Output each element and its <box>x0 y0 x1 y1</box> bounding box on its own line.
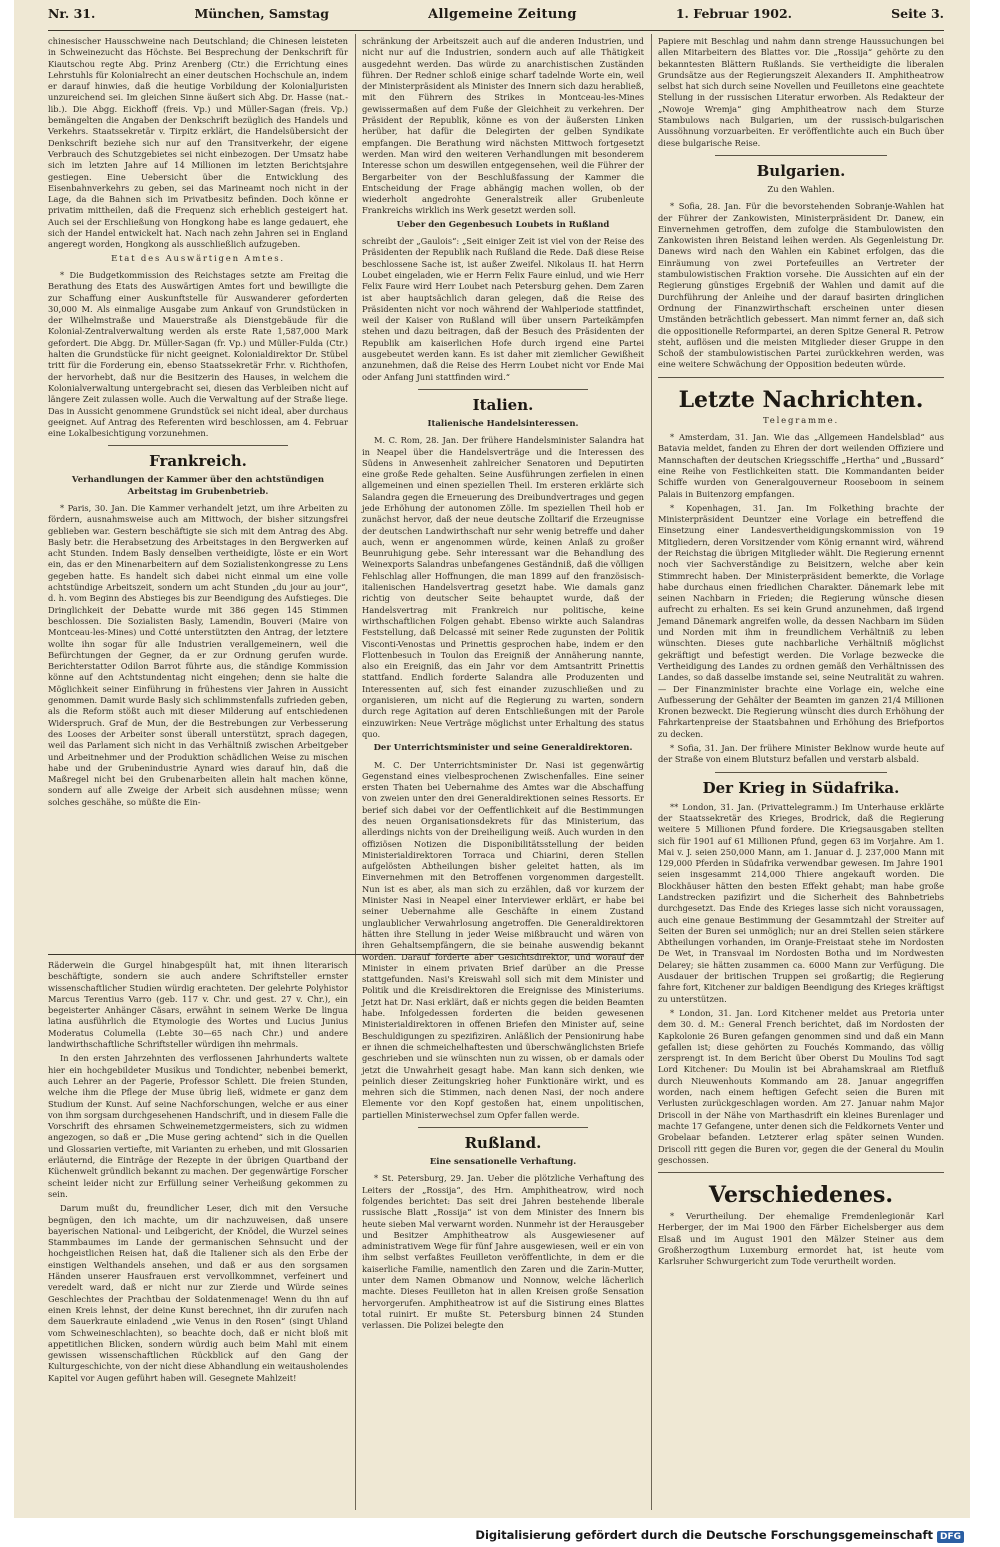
divider <box>418 389 587 390</box>
section-subheading: Zu den Wahlen. <box>767 184 835 195</box>
article-text: * Amsterdam, 31. Jan. Wie das „Allgemeen Handelsblad“ aus Batavia meldet, fanden zu Ehren der dort weilenden Offiziere und Mannschaften der deutschen Kriegsschiffe „Hertha“ und „Bussard“ eine Reihe von Festlichkeiten statt. Die Kommandanten beider Schiffe wurden von Generalgouverneur Rooseboom in seinem Palais in Buitenzorg empfangen. <box>658 432 944 499</box>
section-heading: Italien. <box>472 395 534 414</box>
feuilleton-text: Darum mußt du, freundlicher Leser, dich mit den Versuche begnügen, den ich machte, um dir nachzuweisen, daß unsere bayerischen National- und Leibgericht, der Knödel, die Wurzel seines Stammbaumes im Lande der germanischen Sehnsucht und der hochgeistlichen Reisen hat, daß die Italiener sich als den Erbe der einstigen Welthandels ansehen, und daß er aus den sorgsamen Händen unserer Hausfrauen erst vervollkommnet, verfeinert und veredelt ward, daß er nicht nur zur Zierde und Würde seines Geschlechtes der Prachtbau der Soldatenmenage! Wenn du ihn auf einen Kreis lehnst, der deine Kunst berechnet, ihn dir zurufen nach dem Sauerkraute einladend „wie Venus in den Rosen“ (singt Uhland vom Schweineschlachten), so beachte doch, daß er nicht bloß mit appetitlichen Blicken, sondern würdig auch beim Mahl mit einem gewissen wissenschaftlichen Rückblick auf den Gang der Kulturgeschichte, von der nicht diese Abhandlung ein weitausholendes Kapitel vor Augen geführt haben will. Gesegnete Mahlzeit! <box>48 1203 348 1383</box>
article-headline: Italienische Handelsinteressen. <box>427 418 579 429</box>
masthead-rule <box>48 30 944 31</box>
masthead <box>48 8 944 24</box>
section-heading: Bulgarien. <box>756 161 846 180</box>
article-text: schreibt der „Gaulois“: „Seit einiger Zeit ist viel von der Reise des Präsidenten der Republik nach Rußland die Rede. Daß diese Reise beschlossene Sache ist, ist außer Zweifel. Nikolaus II. hat Herrn Loubet eingeladen, wie er Herrn Felix Faure einlud, und wie Herr Felix Faure wird Herr Loubet nach Petersburg gehen. Dem Zaren ist aber hauptsächlich daran gelegen, daß die Reise des Präsidenten nicht vor noch während der Wahlperiode stattfindet, weil der Kaiser von Rußland will über unsern Parteikämpfen stehen und dazu beitragen, daß der Besuch des Präsidenten der Republik am kaiserlichen Hofe durch irgend eine Partei ausgebeutet werden kann. Es ist daher mit ziemlicher Gewißheit anzunehmen, daß die Reise des Herrn Loubet nicht vor Ende Mai oder Anfang Juni stattfinden wird.“ <box>362 236 644 382</box>
section-heading-large: Verschiedenes. <box>708 1182 894 1209</box>
article-text: M. C. Rom, 28. Jan. Der frühere Handelsminister Salandra hat in Neapel über die Handelsverträge und die Interessen des Südens in Anwesenheit zahlreicher Senatoren und Deputirten eine große Rede gehalten. Seine Ausführungen zerfielen in einen allgemeinen und einen speziellen Theil. Im ersteren erklärte sich Salandra gegen die Erneuerung des Dreibundvertrages und gegen jede Erhöhung der autonomen Zölle. Im speziellen Theil hob er zunächst hervor, daß der neue deutsche Zolltarif die Erzeugnisse der deutschen Landwirthschaft nur sehr wenig betreffe und daher auch, wenn er angenommen würde, keinen Anlaß zu großer Beunruhigung gebe. Sehr interessant war die Behandlung des Weinexports Salandras unbefangenes Geständniß, daß die völligen Fehlschlag aller Hoffnungen, die man 1899 auf den französisch-italienischen Handelsvertrag gesetzt habe. Wie damals ganz richtig von deutscher Seite behauptet wurde, daß der Handelsvertrag mit Frankreich nur politische, keine wirthschaftlichen Folgen gehabt. Ebenso wirkte auch Salandras Feststellung, daß Delcassé mit seiner Rede zugunsten der Politik Visconti-Venostas und Prinettis gesprochen habe, indem er den Flottenbesuch in Toulon das Ereigniß der Annäherung nannte, also ein Ereigniß, das ein Jahr vor dem Amtsantritt Prinettis stattfand. Endlich forderte Salandra alle Produzenten und Interessenten auf, sich fest einander zuzuschließen und zu organisieren, um nicht auf die Regierung zu warten, sondern durch rege Agitation auf deren Entschließungen mit der Parole einzuwirken: Neue Verträge möglichst unter Erhaltung des status quo. <box>362 435 644 739</box>
article-text: * Sofia, 31. Jan. Der frühere Minister Beklnow wurde heute auf der Straße von einem Blutsturz befallen und verstarb alsbald. <box>658 743 944 765</box>
column-1 <box>48 36 348 950</box>
divider <box>715 772 887 773</box>
article-text: * Verurtheilung. Der ehemalige Fremdenlegionär Karl Herberger, der im Mai 1900 den Färber Eichelsberger aus dem Elsaß und im August 1901 den Mälzer Steiner aus dem Großherzogthum Luxemburg ermordet hat, ist heute vom Karlsruher Schwurgericht zum Tode verurtheilt worden. <box>658 1211 944 1267</box>
divider <box>108 445 288 446</box>
article-text: M. C. Der Unterrichtsminister Dr. Nasi ist gegenwärtig Gegenstand eines vielbesprochenen Zwischenfalles. Eine seiner ersten Thaten bei Uebernahme des Amtes war die Abschaffung von zweien unter den drei Generaldirektionen seines Ressorts. Er berief sich dabei vor der Oeffentlichkeit auf die Bestimmungen des neuen Organisationsdekrets für das Ministerium, das allerdings nichts von der Dreiheiligung weiß. Auch wurden in den offiziösen Notizen die Disponibilitätsstellung der beiden Ministerialdirektoren Torraca und Chiarini, deren Stellen aufgelösten Abtheilungen bisher geleitet hatten, als im Einvernehmen mit den Betroffenen vorgenommen dargestellt. Nun ist es aber, als man sich zu erzählen, daß vor kurzem der Minister Nasi in Neapel einer Interviewer erklärt, er habe bei seiner Uebernahme alle Geschäfte in einem Zustand unglaublicher Verwahrlosung angetroffen. Die Generaldirektoren hätten ihre Stellung in jeder Weise mißbraucht und wären von ihren Gehaltsempfängern, die sie beinahe auswendig bekannt worden. Darauf forderte aber Gesichtsdirektor, und worauf der Minister in einem privaten Brief darüber an die Presse stattgefunden. Nasi's Kreiswahl soll sich mit dem Minister und Politik und die Kreisdirektoren die Ereignisse des Ministeriums. Jetzt hat Dr. Nasi erklärt, daß er nichts gegen die beiden Beamten habe. Infolgedessen forderten die beiden gewesenen Ministerialdirektoren in offenen Briefen den Minister auf, seine Beschuldigungen zu spezifiziren. Anläßlich der Pensionirung habe er ihnen die schmeichelhaftesten und überschwänglichsten Briefe geschrieben und sie wünschten nun zu wissen, ob er damals oder jetzt die Unwahrheit gesagt habe. Man kann sich denken, wie peinlich dieser Zeitungskrieg hoher Funktionäre wirkt, und es mehren sich die Stimmen, nach denen Nasi, der noch andere Elemente vor den Kopf gestoßen hat, einem unpolitischen, partiellen Ministerwechsel zum Opfer fallen werde. <box>362 759 644 1120</box>
footer-credit-text: Digitalisierung gefördert durch die Deutsche Forschungsgemeinschaft <box>475 1528 933 1542</box>
article-text: * London, 31. Jan. Lord Kitchener meldet aus Pretoria unter dem 30. d. M.: General French berichtet, daß im Nordosten der Kapkolonie 26 Buren gefangen genommen sind und daß ein Mann gefallen ist; diese gehörten zu Fouchés Kommando, das völlig zersprengt ist. In dem Bericht über Oberst Du Moulins Tod sagt Lord Kitchener: Du Moulin ist bei Abrahamskraal am Rietfluß durch Nieuwenhouts Kommando am 28. Januar angegriffen worden, nach einem heftigen Gefecht seien die Buren mit Verlusten zurückgeschlagen worden. Am 27. Januar nahm Major Driscoll in der Nähe von Marthasdrift ein kleines Burenlager und machte 17 Gefangene, unter denen sich die Feldkornets Venter und Grobelaar befanden. Letzterer erlag später seinen Wunden. Driscoll ritt gegen die Buren vor, gegen die der General du Moulin geschossen. <box>658 1007 944 1165</box>
column-rule <box>651 34 652 1510</box>
column-rule <box>355 34 356 1510</box>
feuilleton-column-1 <box>48 960 348 1510</box>
divider <box>715 155 887 156</box>
feuilleton-text: Räderwein die Gurgel hinabgespült hat, mit ihnen literarisch beschäftigte, sondern sie auch andere Schriftsteller ernster wissenschaftlicher Studien würdig erachteten. Der gelehrte Polyhistor Marcus Terentius Varro (geb. 117 v. Chr. und gest. 27 v. Chr.), ein begeisterter Anhänger Cäsars, erwähnt in seinem Werke De lingua latina ausführlich die Etymologie des Wortes und Lucius Junius Moderatus Columella (Lebte 30—65 nach Chr.) und andere landwirthschaftliche Schriftsteller würdigen ihn mehrmals. <box>48 960 348 1050</box>
article-text: * Die Budgetkommission des Reichstages setzte am Freitag die Berathung des Etats des Auswärtigen Amtes fort und bewilligte die zur Schaffung einer Auskunftstelle für Auswanderer geforderten 30,000 M. Als einmalige Ausgabe zum Ankauf von Grundstücken in der Wilhelmstraße und Mauerstraße als Dienstgebäude für die Kolonial-Zentralverwaltung werden als erste Rate 1,587,000 Mark gefordert. Die Abgg. Dr. Müller-Sagan (fr. Vp.) und Müller-Fulda (Ctr.) halten die Grundstücke für nicht geeignet. Kolonialdirektor Dr. Stübel tritt für die Forderung ein, ebenso Staatssekretär Frhr. v. Richthofen, der hervorhebt, daß nur die Besitzerin des Hauses, in welchem die Kolonialverwaltung untergebracht sei, diesen das Verbleiben nicht auf längere Zeit zulassen wolle. Auch die Verwaltung auf der Straße liege. Das in Aussicht genommene Grundstück sei nicht ideal, aber durchaus geeignet. Auf Antrag des Referenten wird beschlossen, am 4. Februar eine Lokalbesichtigung vorzunehmen. <box>48 269 348 439</box>
place-day: München, Samstag <box>194 6 329 21</box>
article-text: ** London, 31. Jan. (Privattelegramm.) Im Unterhause erklärte der Staatssekretär des Krieges, Brodrick, daß die Regierung weitere 5 Millionen Pfund fordere. Die Kriegsausgaben stellten sich für 1901 auf 61 Millionen Pfund, gegen 63 im Vorjahre. Am 1. Mai v. J. seien 250,000 Mann, am 1. Januar d. J. 237,000 Mann mit 129,000 Pferden in Südafrika verwendbar gewesen. Im Jahre 1901 seien insgesammt 214,000 Thiere angekauft worden. Die Blockhäuser hätten den besten Effekt gehabt; man habe große Landstrecken pazifizirt und die Sicherheit des Bahnbetriebs durchgesetzt. Das Ende des Krieges lasse sich nicht voraussagen, auch eine genaue Bestimmung der Gesammtzahl der Streiter auf Seiten der Buren sei unmöglich; nur an drei Stellen seien stärkere Abtheilungen vorhanden, im Oranje-Freistaat stehe im Nordosten De Wet, in Transvaal im Nordosten Botha und im Nordwesten Delarey; sie hätten zusammen ca. 6000 Mann zur Verfügung. Die Ausdauer der britischen Truppen sei großartig; die Regierung fahre fort, Kitchener zur baldigen Beendigung des Krieges kräftigst zu unterstützen. <box>658 801 944 1004</box>
feuilleton-text: In den ersten Jahrzehnten des verflossenen Jahrhunderts waltete hier ein hochgebildeter Musikus und Tondichter, nebenbei bemerkt, auch Lehrer an der Pagerie, Professor Schlett. Die freien Stunden, welche ihm die Pflege der Muse übrig ließ, widmete er ganz dem Studium der Kunst. Auf seine Nachforschungen, welche er aus einer von ihm sorgsam durchgesehenen Handschrift, und in diesem Falle die Vorschrift des ehrsamen Schweinemetzgermeisters, sich zu widmen angezogen, so daß er „Die Muse gering achtend“ sich in die Quellen und Glossarien vertiefte, mit Varianten zu erheben, und mit Glossarien erläuternd, die Einträge der Rezepte in der übrigen Quartband der Küchenwelt gründlich bekannt zu machen. Der gegenwärtige Forscher scheint leider nicht zur Erfüllung seiner Verheißung gekommen zu sein. <box>48 1053 348 1199</box>
paper-name: Allgemeine Zeitung <box>428 7 577 22</box>
section-heading: Der Krieg in Südafrika. <box>702 778 900 797</box>
column-3 <box>658 36 944 1510</box>
article-text: * Sofia, 28. Jan. Für die bevorstehenden Sobranje-Wahlen hat der Führer der Zankowisten, Ministerpräsident Dr. Danew, ein Einvernehmen getroffen, dem zufolge die Stambulowisten den Zankowisten ihren Beistand leihen werden. Als Gegenleistung Dr. Danews wird nach den Wahlen ein Kabinet erfolgen, das die Einräumung von zwei Portefeuilles an Vertreter der stambulowistischen Fraktion vorsehe. Die Aussichten auf ein der Regierung günstiges Ergebniß der Wahlen und damit auf die Durchführung der Anleihe und der darauf basirten dringlichen Ordnung der Finanzwirthschaft erscheinen unter diesen Umständen beträchtlich gebessert. Man nimmt ferner an, daß sich die oppositionelle Reformpartei, an deren Spitze General R. Petrow steht, auflösen und die meisten Mitglieder dieser Gruppe in den Schoß der stambulowistischen Partei zurückkehren werden, was eine weitere Schwächung der Opposition bedeuten würde. <box>658 201 944 370</box>
divider <box>418 1127 587 1128</box>
newspaper-page <box>14 0 970 1518</box>
article-text: chinesischer Hausschweine nach Deutschland; die Chinesen leisteten in Schweinezucht das Höchste. Bei Besprechung der Denkschrift für Kiautschou regte Abg. Prinz Arenberg (Ctr.) die Errichtung eines Lehrstuhls für Kolonialrecht an einer deutschen Hochschule an, indem er darauf hinwies, daß die heutige Vorbildung der Kolonialjuristen unzureichend sei. Im gleichen Sinne äußert sich Abg. Dr. Hasse (nat.-lib.). Die Abgg. Eickhoff (freis. Vp.) und Müller-Sagan (freis. Vp.) bemängelten die Angaben der Denkschrift bezüglich des Handels und Verkehrs. Staatssekretär v. Tirpitz erklärt, die Handelsübersicht der Denkschrift beziehe sich nur auf den Transitverkehr, der eigene Verbrauch des Schutzgebietes sei nicht einbezogen. Der Umsatz habe sich im letzten Jahre auf 14 Millionen im letzten Berichtsjahre gestiegen. Eine Uebersicht über die Entwicklung des Eisenbahnverkehrs zu geben, sei das Marineamt noch nicht in der Lage, da die Bahnen sich im Privatbesitz befinden. Doch könne er privatim mittheilen, daß die Frequenz sich erheblich gesteigert hat. Auch sei der Erschließung von Hongkong habe es lange gedauert, ehe sich der Handel entwickelt hat. Nach nach zehn Jahren sei in England angeregt worden, Hongkong als ausschließlich aufzugeben. <box>48 36 348 250</box>
page-number: Seite 3. <box>891 6 944 21</box>
article-headline: Der Unterrichtsminister und seine Generaldirektoren. <box>373 743 633 754</box>
divider <box>658 377 944 378</box>
article-headline: Ueber den Gegenbesuch Loubets in Rußland <box>396 219 610 230</box>
article-text: * Kopenhagen, 31. Jan. Im Folkething brachte der Ministerpräsident Deuntzer eine Vorlage ein betreffend die Einsetzung einer Landesvertheidigungskommission von 19 Mitgliedern, deren Vorsitzender vom König ernannt wird, während der Reichstag die übrigen Mitglieder wählt. Die Regierung ernennt noch vier Sachverständige zu Beisitzern, welche aber kein Stimmrecht haben. Der Ministerpräsident bemerkte, die Vorlage habe durchaus einen friedlichen Charakter. Dänemark lebe mit seinen Nachbarn in Frieden; die Regierung wünsche diesen aufrecht zu erhalten. Es sei kein Grund anzunehmen, daß irgend Jemand Dänemark angreifen wolle, da dessen Nachbarn im Süden und Norden mit ihm in freundlichem Verhältniß zu leben wünschten. Dieses gute nachbarliche Verhältniß möglichst gekräftigt und befestigt werden. Die Vorlage bezwecke die Vertheidigung des Landes zu ordnen gemäß den Verhältnissen des Landes, so daß dasselbe imstande sei, seine Neutralität zu wahren. — Der Finanzminister brachte eine Vorlage ein, welche eine Aufbesserung der Gehälter der Beamten im ganzen 21/4 Millionen Kronen bezweckt. Die Regierung wünscht dies durch Erhöhung der Fahrkartenpreise der Staatsbahnen und Erhöhung des Briefportos zu decken. <box>658 502 944 739</box>
issue-number: Nr. 31. <box>48 6 96 21</box>
article-headline: Verhandlungen der Kammer über den achtstündigen Arbeitstag im Grubenbetrieb. <box>71 475 325 497</box>
section-subheading: Etat des Auswärtigen Amtes. <box>111 253 285 264</box>
footer-credit <box>475 1528 964 1543</box>
divider <box>658 1172 944 1173</box>
article-headline: Eine sensationelle Verhaftung. <box>429 1157 577 1168</box>
article-text: Papiere mit Beschlag und nahm dann strenge Haussuchungen bei allen Mitarbeitern des Blattes vor. Die „Rossija“ gehörte zu den bekanntesten Blättern Rußlands. Sie vertheidigte die liberalen Grundsätze aus der Regierungszeit Alexanders II. Amphitheatrow selbst hat sich durch seine Novellen und Feuilletons eine geachtete Stellung in der russischen Literatur erworben. Als Redakteur der „Nowoje Wremja“ ging Amphitheatrow nach dem Sturze Stambulows nach Bulgarien, um der russisch-bulgarischen Aussöhnung vorzuarbeiten. Er veröffentlichte auch ein Buch über diese bulgarische Reise. <box>658 36 944 148</box>
section-subheading: Telegramme. <box>762 415 839 426</box>
article-text: * St. Petersburg, 29. Jan. Ueber die plötzliche Verhaftung des Leiters der „Rossija“, des Hrn. Amphitheatrow, wird noch folgendes berichtet: Das seit drei Jahren bestehende liberale russische Blatt „Rossija“ ist von dem Minister des Innern bis heute sieben Mal verwarnt worden. Nunmehr ist der Herausgeber und Besitzer Amphitheatrow als Ausgewiesener auf administrativem Wege für fünf Jahre ausgewiesen, weil er ein von ihm selbst verfaßtes Feuilleton veröffentlichte, in dem er die kaiserliche Familie, namentlich den Zaren und die Zarin-Mutter, unter dem Namen Obmanow und Nonnow, welche lächerlich machte. Dieses Feuilleton hat in allen Kreisen große Sensation hervorgerufen. Amphitheatrow ist auf die Sistirung eines Blattes total ruinirt. Er mußte St. Petersburg binnen 24 Stunden verlassen. Die Polizei belegte den <box>362 1173 644 1331</box>
section-heading: Frankreich. <box>149 452 247 471</box>
section-heading-large: Letzte Nachrichten. <box>678 386 924 413</box>
article-text: * Paris, 30. Jan. Die Kammer verhandelt jetzt, um ihre Arbeiten zu fördern, ausnahmsweise auch am Mittwoch, der bisher sitzungsfrei geblieben war. Gestern beschäftigte sie sich mit dem Antrag des Abg. Basly betr. die Herabsetzung des Arbeitstages in den Bergwerken auf acht Stunden. Indem Basly denselben vertheidigte, löste er ein Wort ein, das er den Minenarbeitern auf dem Sozialistenkongresse zu Lens gegeben hatte. Es handelt sich dabei nicht einmal um eine volle achtstündige Arbeitszeit, sondern um acht Stunden „du jour au jour“, d. h. vom Beginn des Abstieges bis zur Beendigung des Aufstieges. Die Dringlichkeit der Debatte wurde mit 386 gegen 145 Stimmen beschlossen. Die Sozialisten Basly, Lamendin, Bouveri (Maire von Montceau-les-Mines) und Cotté unterstützten den Antrag, der letztere wollte ihn sogar für alle Industrien verallgemeinern, weil die Befürchtungen der Gegner, da er zur Ordnung gerufen wurde. Berichterstatter Odilon Barrot führte aus, die ständige Kommission könne auf den Achtstundentag nicht eingehen; denn sie halte die Möglichkeit seiner Einführung in frühestens vier Jahren in Aussicht genommen. Damit wurde Basly sich schlimmstenfalls zufrieden geben, als die Reform stößt auch mit dieser Milderung auf entschiedenen Widerspruch. Graf de Mun, der die Bestrebungen zur Verbesserung des Looses der Arbeiter sonst überall unterstützt, sprach dagegen, weil das Parlament sich nicht in das Verhältniß zwischen Arbeitgeber und Arbeitnehmer und der Produktion schädlichen Weise zu mischen habe und der Grubenindustrie Aynard wies darauf hin, daß die Maßregel nicht bei den Grubenarbeiten allein halt machen könne, sondern auf alle Zweige der Arbeit sich ausdehnen müsse; wenn solches geschähe, so müßte die Ein- <box>48 502 348 807</box>
dfg-logo: DFG <box>937 1531 964 1543</box>
section-heading: Rußland. <box>464 1134 542 1153</box>
article-text: schränkung der Arbeitszeit auch auf die anderen Industrien, und nicht nur auf die Industrien, sondern auch auf alle Thätigkeit ausgedehnt werden. Das würde zu anarchistischen Zuständen führen. Der Redner schloß einige scharf tadelnde Worte ein, weil der Ministerpräsident als Minister des Innern sich dazu herabließ, mit den Führern des Strikes in Montceau-les-Mines gewissermaßen auf dem Fuße der Gleichheit zu verkehren. Der Präsident der Republik, könne es von der äußersten Linken herüber, hat dafür die Delegirten der gelben Syndikate empfangen. Die Berathung wird nächsten Mittwoch fortgesetzt werden. Man wird den weiteren Verhandlungen mit besonderem Interesse schon um deswillen entgegensehen, weil die Führer der Bergarbeiter von der Beschlußfassung der Kammer die Entscheidung der Frage abhängig machen wollen, ob der wiederholt angedrohte Generalstreik aller Grubenleute Frankreichs wirklich ins Werk gesetzt werden soll. <box>362 36 644 216</box>
column-2 <box>362 36 644 1331</box>
feuilleton-rule <box>48 954 644 955</box>
issue-date: 1. Februar 1902. <box>675 6 792 21</box>
